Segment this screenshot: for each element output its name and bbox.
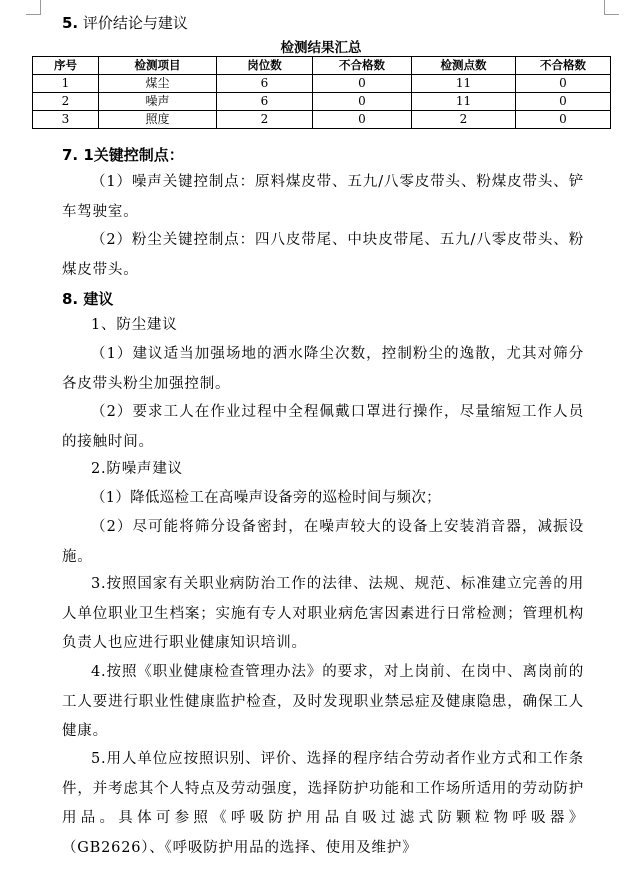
header-item: 检测项目: [99, 57, 217, 75]
table-cell: 0: [516, 93, 611, 111]
section-7-1-heading: 7. 1关键控制点：: [62, 146, 184, 164]
table-cell: 0: [516, 75, 611, 93]
noise-advice-item-1: （1）降低巡检工在高噪声设备旁的巡检时间与频次；: [91, 490, 441, 506]
table-cell: 2: [217, 111, 313, 129]
table-cell: 0: [313, 111, 412, 129]
noise-advice-item-2: （2）尽可能将筛分设备密封，在噪声较大的设备上安装消音器，减振设施。: [62, 519, 584, 565]
advice-item-3: 3.按照国家有关职业病防治工作的法律、法规、规范、标准建立完善的用人单位职业卫生档案；实施有专人对职业病危害因素进行日常检测；管理机构负责人也应进行职业健康知识培训。: [62, 576, 584, 651]
header-post-fail-count: 不合格数: [313, 57, 412, 75]
table-row: [33, 75, 611, 93]
table-row: [33, 111, 611, 129]
table-cell: 1: [33, 75, 99, 93]
dust-advice-subheading: 1、防尘建议: [91, 317, 178, 333]
table-cell: 6: [217, 93, 313, 111]
section-5-number: 5.: [62, 14, 79, 32]
table-cell: 煤尘: [99, 75, 217, 93]
table-title: 检测结果汇总: [280, 40, 362, 56]
section-5-title: 评价结论与建议: [82, 14, 188, 32]
header-index: 序号: [33, 57, 99, 75]
table-cell: 2: [412, 111, 516, 129]
noise-control-points-paragraph: （1）噪声关键控制点：原料煤皮带、五九/八零皮带头、粉煤皮带头、铲车驾驶室。: [62, 174, 584, 220]
section-8-heading: 8. 建议: [62, 290, 114, 308]
table-cell: 3: [33, 111, 99, 129]
advice-item-5: 5.用人单位应按照识别、评价、选择的程序结合劳动者作业方式和工作条件，并考虑其个人特点及劳动强度，选择防护功能和工作场所适用的劳动防护用品。具体可参照《呼吸防护用品自吸过滤式防颗粒物呼吸器》（GB2626）、《呼吸防护用品的选择、使用及维护》: [62, 751, 584, 856]
table-cell: 照度: [99, 111, 217, 129]
advice-item-4: 4.按照《职业健康检查管理办法》的要求，对上岗前、在岗中、离岗前的工人要进行职业性健康监护检查，及时发现职业禁忌症及健康隐患，确保工人健康。: [62, 664, 584, 739]
noise-advice-subheading: 2.防噪声建议: [91, 461, 183, 477]
table-cell: 11: [412, 75, 516, 93]
dust-advice-item-1: （1）建议适当加强场地的洒水降尘次数，控制粉尘的逸散，尤其对筛分各皮带头粉尘加强控制。: [62, 346, 584, 392]
header-post-count: 岗位数: [217, 57, 313, 75]
dust-advice-item-2: （2）要求工人在作业过程中全程佩戴口罩进行操作，尽量缩短工作人员的接触时间。: [62, 404, 584, 450]
section-5-heading: [62, 12, 188, 33]
margin-corner-mark-right: [604, 0, 619, 15]
dust-control-points-paragraph: （2）粉尘关键控制点：四八皮带尾、中块皮带尾、五九/八零皮带头、粉煤皮带头。: [62, 232, 584, 278]
table-cell: 0: [313, 75, 412, 93]
table-header-row: [33, 57, 611, 75]
table-cell: 11: [412, 93, 516, 111]
margin-corner-mark-left: [26, 0, 41, 15]
header-point-fail-count: 不合格数: [516, 57, 611, 75]
table-cell: 0: [516, 111, 611, 129]
table-cell: 2: [33, 93, 99, 111]
table-cell: 噪声: [99, 93, 217, 111]
table-cell: 6: [217, 75, 313, 93]
table-row: [33, 93, 611, 111]
results-summary-table: [32, 56, 611, 129]
header-point-count: 检测点数: [412, 57, 516, 75]
table-cell: 0: [313, 93, 412, 111]
